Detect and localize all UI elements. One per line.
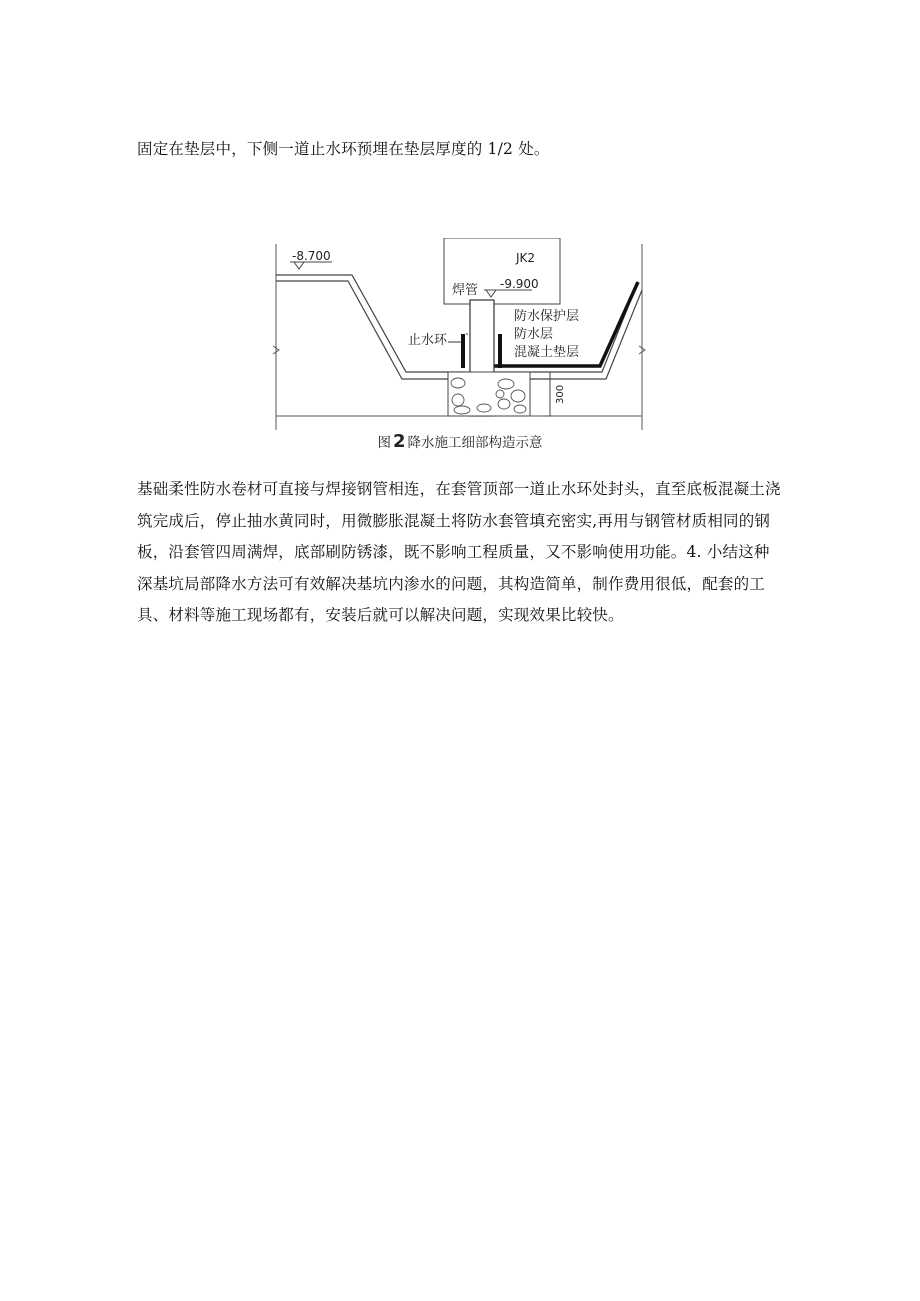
elevation-pit-label: -9.900	[500, 277, 539, 291]
dimension-label: 300	[555, 384, 566, 404]
layer-waterproof-label: 防水层	[514, 327, 554, 342]
layer-concrete-label: 混凝土垫层	[514, 345, 580, 360]
figure-caption	[0, 431, 920, 452]
construction-diagram	[272, 238, 646, 430]
pit-label: JK2	[516, 251, 536, 265]
elevation-top-label: -8.700	[292, 249, 331, 263]
caption-text: 降水施工细部构造示意	[407, 435, 543, 451]
caption-number: 2	[392, 431, 406, 452]
paragraph-1: 固定在垫层中，下侧一道止水环预埋在垫层厚度的 1/2 处。	[137, 140, 550, 158]
weld-pipe-label: 焊管	[452, 283, 479, 298]
layer-protection-label: 防水保护层	[514, 309, 580, 324]
caption-prefix: 图	[377, 435, 391, 451]
paragraph-2: 基础柔性防水卷材可直接与焊接钢管相连，在套管顶部一道止水环处封头，直至底板混凝土浇筑完成后，停止抽水黄同时，用微膨胀混凝土将防水套管填充密实,再用与钢管材质相同的钢板，沿套管四周满焊，底部刷防锈漆，既不影响工程质量，又不影响使用功能。4. 小结这种深基坑局部降水方法可有效解决基坑内渗水的问题，其构造简单，制作费用很低，配套的工具、材料等施工现场都有，安装后就可以解决问题，实现效果比较快。	[137, 480, 781, 624]
water-stop-ring-label: 止水环	[408, 333, 448, 348]
